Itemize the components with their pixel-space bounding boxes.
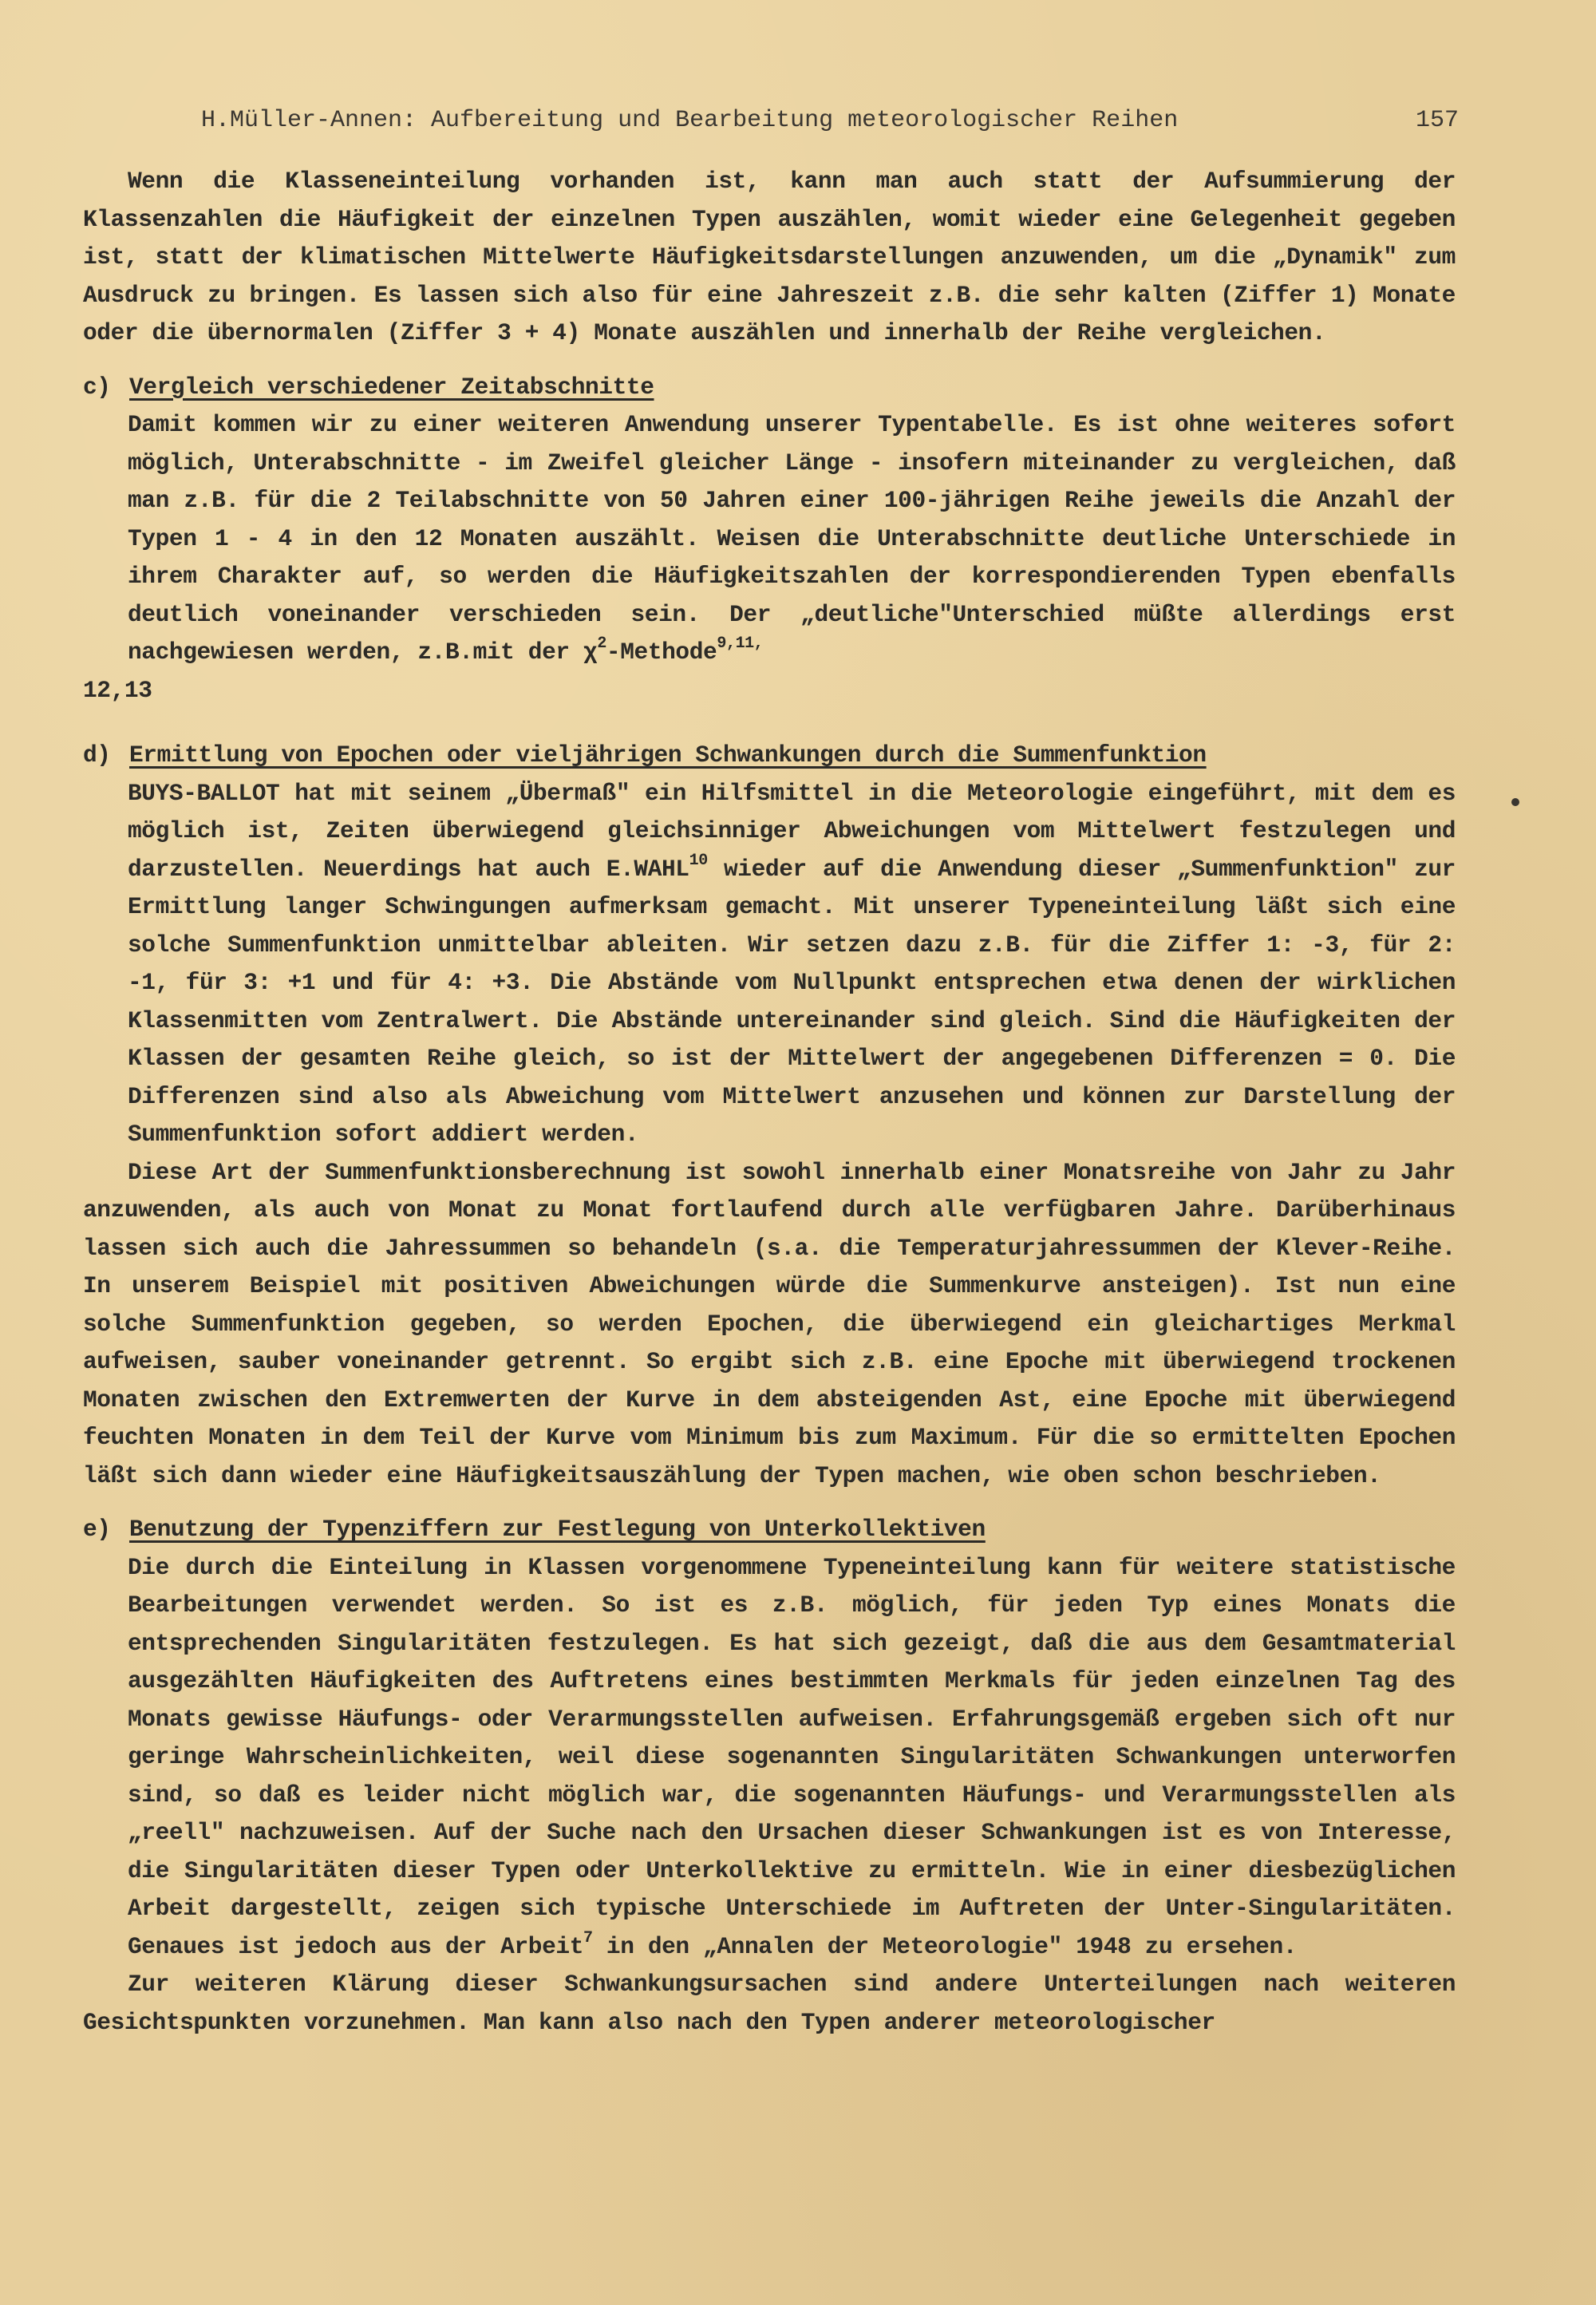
document-page [83,102,1459,2042]
section-d-paragraph-2: Diese Art der Summenfunktionsberechnung ist sowohl innerhalb einer Monatsreihe von Jahr zu Jahr anzuwenden, als auch von Monat zu Monat fortlaufend durch alle verfügbaren Jahre. Darüberhinaus lassen sich auch die Jahressummen so behandeln (s.a. die Temperaturjahressummen der Klever-Reihe. In unserem Beispiel mit positiven Abweichungen würde die Summenkurve ansteigen). Ist nun eine solche Summenfunktion gegeben, so werden Epochen, die überwiegend ein gleichartiges Merkmal aufweisen, sauber voneinander getrennt. So ergibt sich z.B. eine Epoche mit überwiegend trockenen Monaten zwischen den Extremwerten der Kurve in dem absteigenden Ast, eine Epoche mit überwiegend feuchten Monaten in dem Teil der Kurve vom Minimum bis zum Maximum. Für die so ermittelten Epochen läßt sich dann wieder eine Häufigkeitsauszählung der Typen machen, wie oben schon beschrieben. [83,1158,1456,1489]
running-title: H.Müller-Annen: Aufbereitung und Bearbeitung meteorologischer Reihen [201,107,1179,134]
section-c-heading [83,369,1456,407]
section-e-title: Benutzung der Typenziffern zur Festlegung von Unterkollektiven [129,1516,986,1543]
section-d-p1-text-a: BUYS-BALLOT hat mit seinem „Übermaß" ein Hilfsmittel in die Meteorologie eingeführt, mit dem es möglich ist, Zeiten überwiegend gleichsinniger Abweichungen vom Mittelwert festzulegen und darzustellen. Neuerdings hat auch E.WAHL [128,779,1456,883]
section-d [83,737,1456,1495]
section-e-p1-text-b: in den „Annalen der Meteorologie" 1948 zu ersehen. [592,1932,1298,1960]
reference-superscript: 7 [583,1928,593,1947]
section-d-p1-text-b: wieder auf die Anwendung dieser „Summenfunktion" zur Ermittlung langer Schwingungen aufmerksam gemacht. Mit unserer Typeneinteilung läßt sich eine solche Summenfunktion unmittelbar ableiten. Wir setzen dazu z.B. für die Ziffer 1: -3, für 2: -1, für 3: +1 und für 4: +3. Die Abstände vom Nullpunkt entsprechen etwa denen der wirklichen Klassenmitten vom Zentralwert. Die Abstände untereinander sind gleich. Sind die Häufigkeiten der Klassen der gesamten Reihe gleich, so ist der Mittelwert der angegebenen Differenzen = 0. Die Differenzen sind also als Abweichung vom Mittelwert anzusehen und können zur Darstellung der Summenfunktion sofort addiert werden. [128,855,1456,1148]
section-c-paragraph [128,406,1456,672]
running-header [83,102,1459,142]
section-d-heading [83,737,1456,775]
section-e-heading [83,1511,1456,1549]
section-c-text-c: 12,13 [83,676,152,704]
chi-square-exponent: 2 [597,635,606,653]
section-c-references [83,672,1456,710]
section-e-paragraph-1 [128,1549,1456,1967]
section-e-p1-text-a: Die durch die Einteilung in Klassen vorgenommene Typeneinteilung kann für weitere statistische Bearbeitungen verwendet werden. So ist es z.B. möglich, für jeden Typ eines Monats die entsprechenden Singularitäten festzulegen. Es hat sich gezeigt, daß die aus dem Gesamtmaterial ausgezählten Häufigkeiten des Auftretens eines bestimmten Merkmals für jeden einzelnen Tag des Monats gewisse Häufungs- oder Verarmungsstellen aufweisen. Erfahrungsgemäß ergeben sich oft nur geringe Wahrscheinlichkeiten, weil diese sogenannten Singularitäten Schwankungen unterworfen sind, so daß es leider nicht möglich war, die sogenannten Häufungs- und Verarmungsstellen als „reell" nachzuweisen. Auf der Suche nach den Ursachen dieser Schwankungen ist es von Interesse, die Singularitäten dieser Typen oder Unterkollektive zu ermitteln. Wie in einer diesbezüglichen Arbeit dargestellt, zeigen sich typische Unterschiede im Auftreten der Unter-Singularitäten. Genaues ist jedoch aus der Arbeit [128,1553,1456,1960]
section-d-paragraph-1 [128,775,1456,1154]
section-c-letter: c) [83,373,111,401]
section-c [83,369,1456,710]
section-c-text-a: Damit kommen wir zu einer weiteren Anwendung unserer Typentabelle. Es ist ohne weiteres sofort möglich, Unterabschnitte - im Zweifel gleicher Länge - insofern miteinander zu vergleichen, daß man z.B. für die 2 Teilabschnitte von 50 Jahren einer 100-jährigen Reihe jeweils die Anzahl der Typen 1 - 4 in den 12 Monaten auszählt. Weisen die Unterabschnitte deutliche Unterschiede in ihrem Charakter auf, so werden die Häufigkeitszahlen der korrespondierenden Typen ebenfalls deutlich voneinander verschieden sein. Der „deutliche"Unterschied müßte allerdings erst nachgewiesen werden, z.B.mit der χ [128,411,1456,666]
reference-superscript: 10 [689,851,708,870]
section-e-letter: e) [83,1516,111,1543]
section-e-paragraph-2: Zur weiteren Klärung dieser Schwankungsursachen sind andere Unterteilungen nach weiteren Gesichtspunkten vorzunehmen. Man kann also nach den Typen anderer meteorologischer [83,1971,1456,2036]
page-number: 157 [1415,107,1459,134]
paper-speck-mark [1511,798,1519,806]
section-c-title: Vergleich verschiedener Zeitabschnitte [129,373,654,401]
section-d-title: Ermittlung von Epochen oder vieljährigen Schwankungen durch die Summenfunktion [129,741,1207,769]
section-c-text-b: -Methode [606,639,717,666]
section-d-letter: d) [83,741,111,769]
intro-paragraph: Wenn die Klasseneinteilung vorhanden ist, kann man auch statt der Aufsummierung der Klassenzahlen die Häufigkeit der einzelnen Typen auszählen, womit wieder eine Gelegenheit gegeben ist, statt der klimatischen Mittelwerte Häufigkeitsdarstellungen anzuwenden, um die „Dynamik" zum Ausdruck zu bringen. Es lassen sich also für eine Jahreszeit z.B. die sehr kalten (Ziffer 1) Monate oder die übernormalen (Ziffer 3 + 4) Monate auszählen und innerhalb der Reihe vergleichen. [83,168,1456,346]
reference-superscript: 9,11, [717,635,764,653]
section-e [83,1511,1456,2042]
